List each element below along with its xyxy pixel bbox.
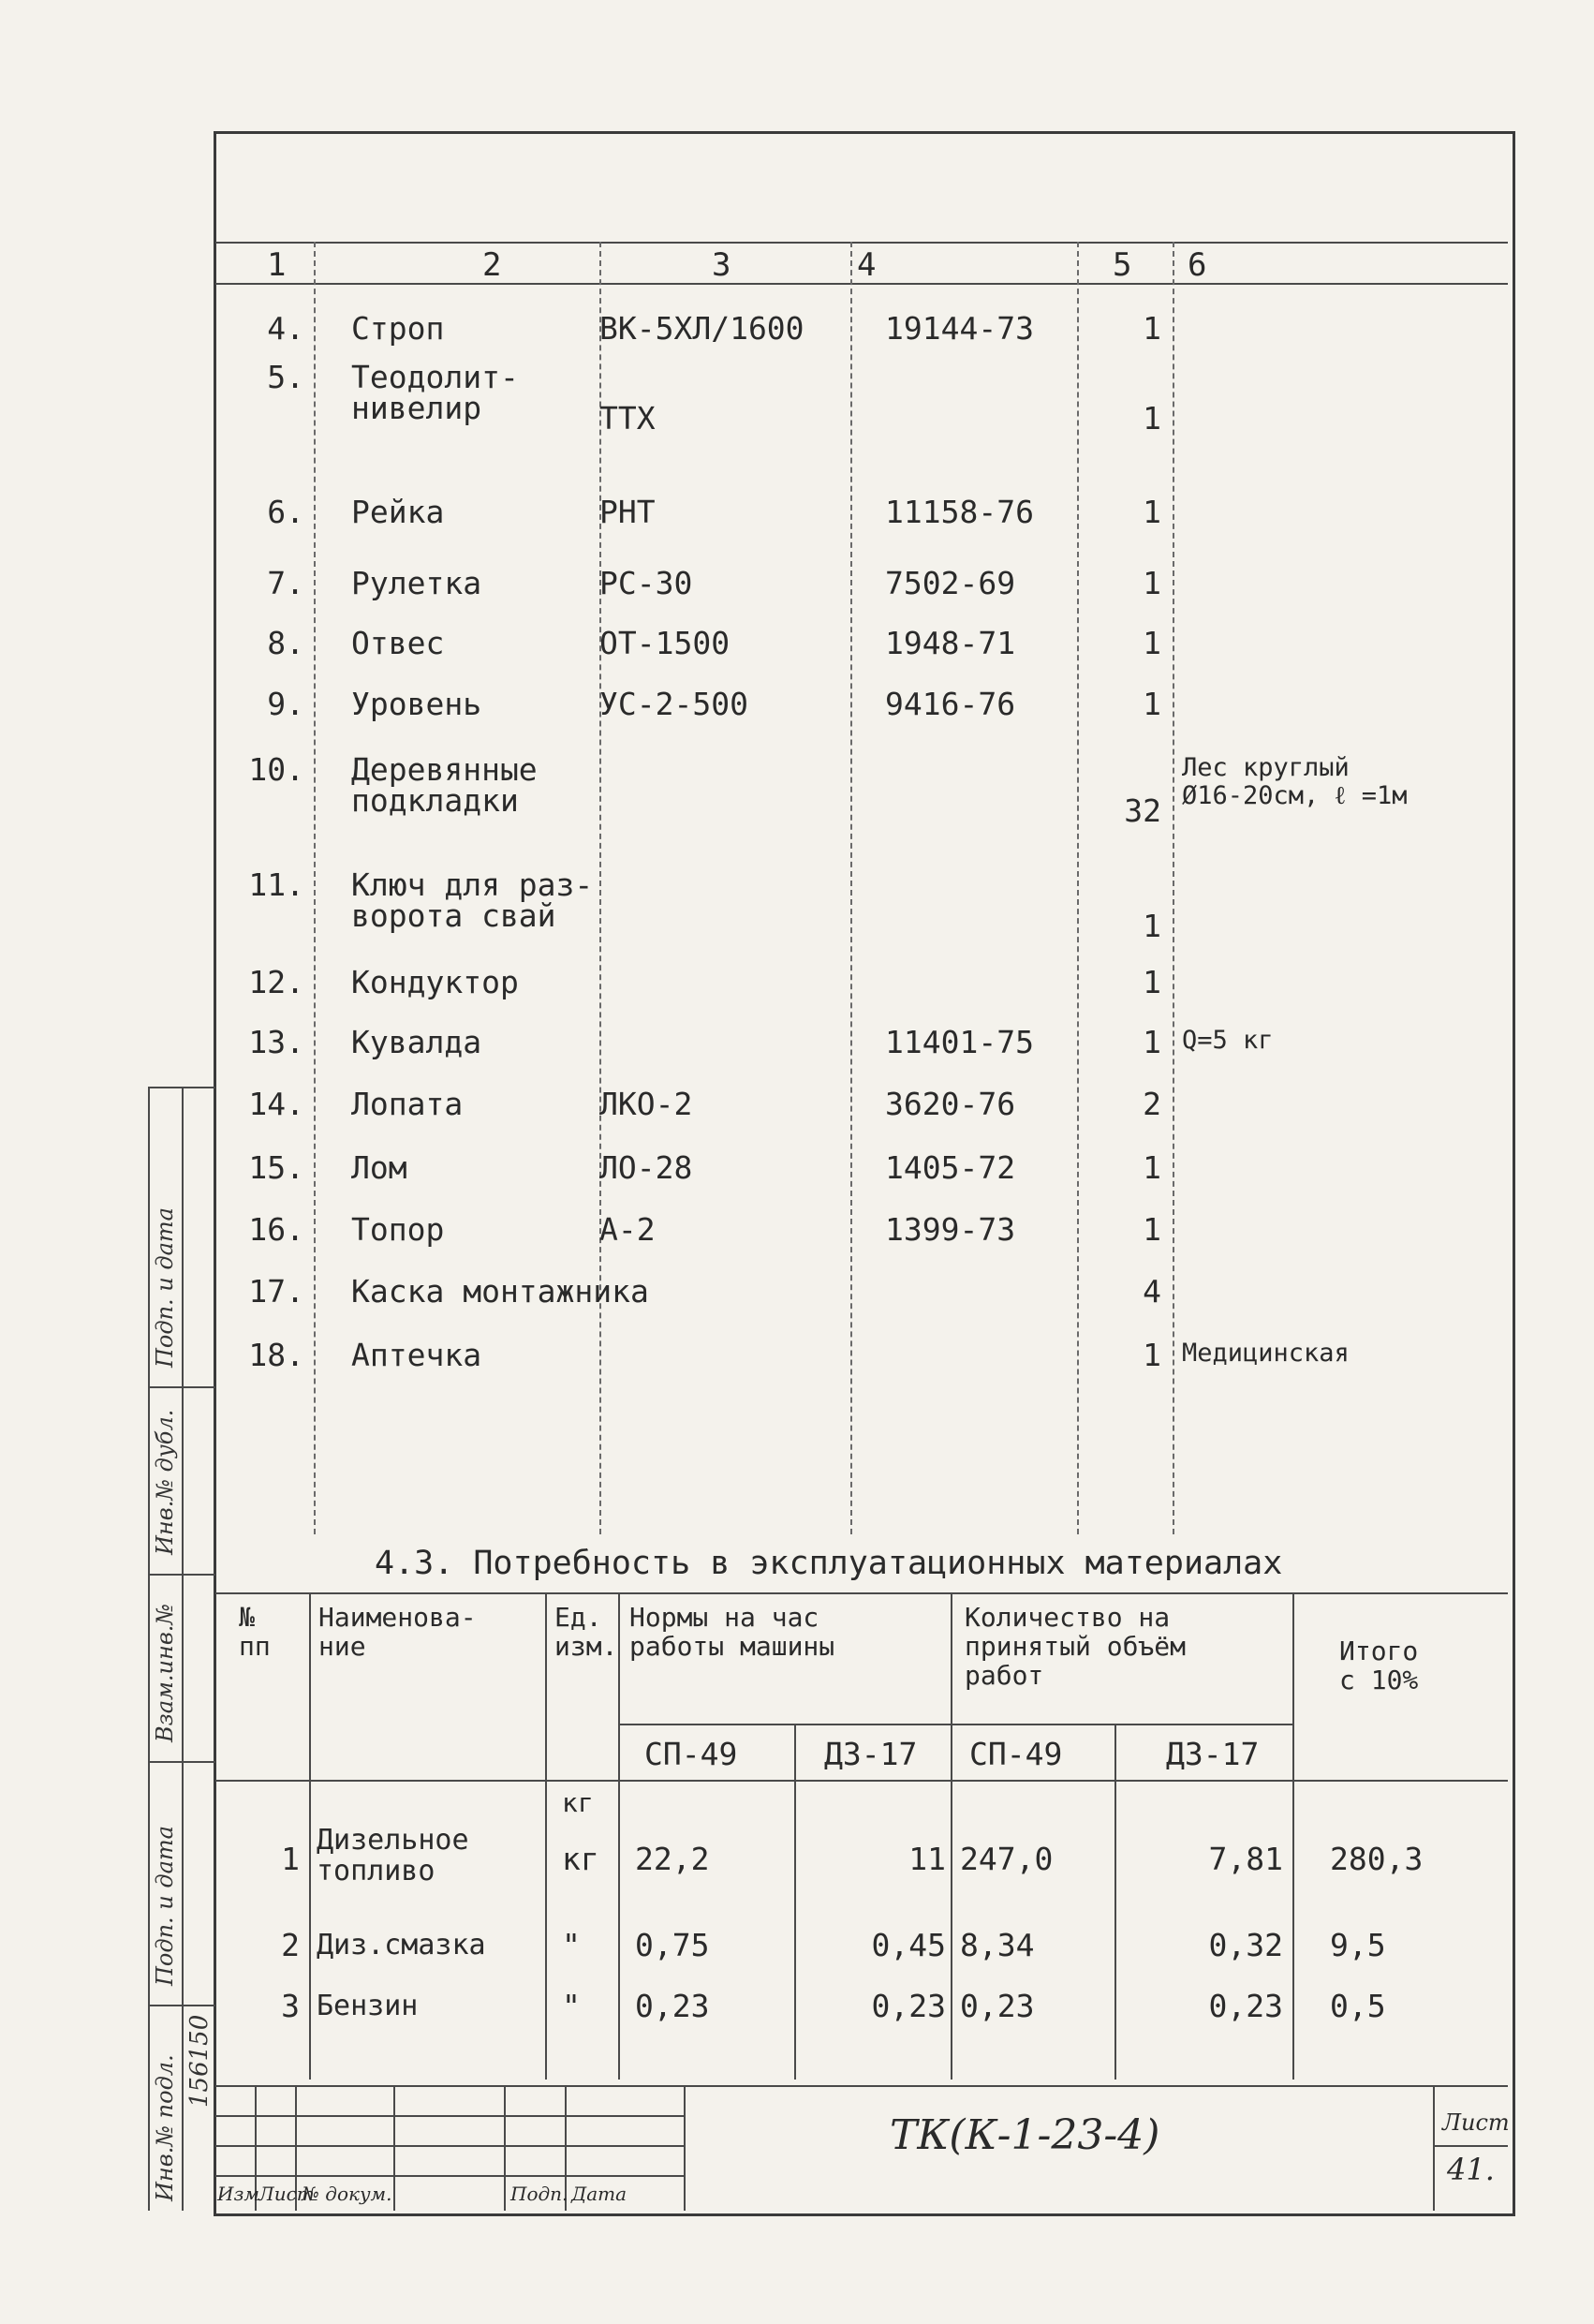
row-name: Деревянные подкладки <box>351 751 538 819</box>
stamp-row-line-1 <box>215 2115 684 2117</box>
mat-row-total: 280,3 <box>1330 1841 1424 1877</box>
row-number: 8. <box>267 625 304 661</box>
mat-row-unit: кг <box>562 1841 599 1877</box>
row-type: ЛКО-2 <box>599 1086 693 1122</box>
row-name: Лопата <box>351 1086 464 1122</box>
side-divider-4 <box>148 1761 215 1763</box>
row-number: 16. <box>248 1211 304 1248</box>
stamp-col-4 <box>504 2085 506 2211</box>
mat-header-total: Итого с 10% <box>1339 1636 1419 1695</box>
row-gost: 1948-71 <box>885 625 1016 661</box>
mat-row-unit: " <box>562 1927 581 1963</box>
row-name: Аптечка <box>351 1337 482 1373</box>
col-sep-4 <box>1077 242 1079 1534</box>
side-field-dup-inv: Инв.№ дубл. <box>152 1409 178 1555</box>
row-qty: 1 <box>1143 565 1161 601</box>
stamp-row-line-2 <box>215 2145 684 2147</box>
mat-sub-sp49-norm: СП-49 <box>644 1736 738 1772</box>
col-sep-1 <box>314 242 316 1534</box>
mat-row-number: 3 <box>281 1988 300 2024</box>
stamp-label-list: Лист <box>258 2183 315 2205</box>
materials-header-bottom <box>215 1780 1508 1782</box>
side-strip-outer <box>148 1087 150 2211</box>
mat-row-norm-dz17: 0,45 <box>871 1927 946 1963</box>
row-qty: 1 <box>1143 625 1161 661</box>
row-type: ЛО-28 <box>599 1149 693 1186</box>
row-qty: 1 <box>1143 400 1161 437</box>
stamp-top-line <box>215 2085 1508 2087</box>
mat-col-sep-5 <box>951 1592 952 2080</box>
mat-row-norm-dz17: 11 <box>908 1841 946 1877</box>
mat-col-sep-7 <box>1292 1592 1294 2080</box>
col-number-5: 5 <box>1113 246 1132 284</box>
mat-row-number: 2 <box>281 1927 300 1963</box>
stamp-label-doc: № докум. <box>302 2183 392 2205</box>
mat-header-name: Наименова- ние <box>318 1602 477 1662</box>
stamp-col-7 <box>1433 2085 1435 2211</box>
col-sep-3 <box>850 242 852 1534</box>
row-gost: 3620-76 <box>885 1086 1016 1122</box>
mat-row-vol-sp49: 247,0 <box>960 1841 1054 1877</box>
stamp-code: ТК(К-1-23-4) <box>890 2111 1160 2159</box>
row-number: 7. <box>267 565 304 601</box>
row-gost: 19144-73 <box>885 310 1034 347</box>
mat-row-vol-dz17: 0,32 <box>1208 1927 1283 1963</box>
mat-col-sep-2 <box>545 1592 547 2080</box>
col-number-1: 1 <box>267 246 287 284</box>
row-note: Q=5 кг <box>1182 1026 1274 1055</box>
stamp-col-6 <box>684 2085 686 2211</box>
mat-row-name: Дизельное топливо <box>317 1824 469 1887</box>
row-name: Ключ для раз- ворота свай <box>351 866 594 934</box>
row-note: Лес круглый Ø16-20см, ℓ =1м <box>1182 753 1408 810</box>
mat-row-name: Диз.смазка <box>317 1929 486 1961</box>
mat-sub-dz17-vol: ДЗ-17 <box>1166 1736 1260 1772</box>
side-field-orig-inv: Инв.№ подл. <box>152 2054 178 2201</box>
row-type: РНТ <box>599 494 656 530</box>
side-field-sign-date-1: Подп. и дата <box>152 1207 178 1368</box>
row-qty: 1 <box>1143 1024 1161 1060</box>
mat-row-norm-dz17: 0,23 <box>871 1988 946 2024</box>
row-qty: 1 <box>1143 494 1161 530</box>
mat-header-volume: Количество на принятый объём работ <box>965 1602 1187 1691</box>
mat-header-num: № пп <box>239 1602 271 1662</box>
mat-row-norm-sp49: 0,75 <box>635 1927 710 1963</box>
row-note: Медицинская <box>1182 1339 1350 1368</box>
row-number: 13. <box>248 1024 304 1060</box>
page-frame <box>214 131 1515 2216</box>
table-top-line <box>215 242 1508 244</box>
row-number: 10. <box>248 751 304 788</box>
row-number: 6. <box>267 494 304 530</box>
row-type: ОТ-1500 <box>599 625 731 661</box>
mat-row-total: 9,5 <box>1330 1927 1386 1963</box>
mat-row-vol-dz17: 0,23 <box>1208 1988 1283 2024</box>
row-number: 12. <box>248 964 304 1000</box>
row-type: РС-30 <box>599 565 693 601</box>
row-name: Кондуктор <box>351 964 519 1000</box>
mat-row-name: Бензин <box>317 1990 419 2022</box>
stamp-sheet-label: Лист <box>1442 2109 1510 2136</box>
row-type: ВК-5ХЛ/1600 <box>599 310 804 347</box>
row-name: Каска монтажника <box>351 1273 649 1310</box>
stamp-sheet-line <box>1433 2145 1508 2147</box>
row-name: Лом <box>351 1149 407 1186</box>
row-number: 18. <box>248 1337 304 1373</box>
side-divider-3 <box>148 1574 215 1576</box>
mat-sub-sp49-vol: СП-49 <box>969 1736 1063 1772</box>
row-gost: 11401-75 <box>885 1024 1034 1060</box>
side-strip-inner <box>182 1087 184 2211</box>
row-qty: 2 <box>1143 1086 1161 1122</box>
mat-extra-unit: кг <box>562 1787 594 1818</box>
row-gost: 1399-73 <box>885 1211 1016 1248</box>
col-number-6: 6 <box>1188 246 1207 284</box>
row-type: УС-2-500 <box>599 686 748 722</box>
row-number: 14. <box>248 1086 304 1122</box>
row-qty: 1 <box>1143 310 1161 347</box>
stamp-col-3 <box>393 2085 395 2211</box>
row-gost: 1405-72 <box>885 1149 1016 1186</box>
row-number: 17. <box>248 1273 304 1310</box>
row-number: 4. <box>267 310 304 347</box>
col-number-2: 2 <box>482 246 502 284</box>
side-inv-number: 156150 <box>185 2014 214 2108</box>
row-qty: 1 <box>1143 908 1161 944</box>
stamp-label-sign: Подп. <box>510 2183 568 2205</box>
row-gost: 7502-69 <box>885 565 1016 601</box>
row-gost: 9416-76 <box>885 686 1016 722</box>
materials-top-line <box>215 1592 1508 1594</box>
row-type: А-2 <box>599 1211 656 1248</box>
side-field-replace-inv: Взам.инв.№ <box>152 1603 178 1742</box>
stamp-label-izm: Изм <box>217 2183 259 2205</box>
mat-row-vol-sp49: 0,23 <box>960 1988 1035 2024</box>
row-name: Теодолит- нивелир <box>351 359 519 426</box>
row-number: 15. <box>248 1149 304 1186</box>
row-name: Отвес <box>351 625 445 661</box>
row-type: ТТХ <box>599 400 656 437</box>
mat-sub-dz17-norm: ДЗ-17 <box>824 1736 918 1772</box>
side-divider-1 <box>148 1087 215 1088</box>
row-number: 5. <box>267 359 304 395</box>
mat-col-sep-6 <box>1114 1724 1116 2080</box>
col-number-4: 4 <box>857 246 877 284</box>
section-title: 4.3. Потребность в эксплуатационных материалах <box>375 1545 1283 1582</box>
row-qty: 32 <box>1124 792 1161 829</box>
row-qty: 1 <box>1143 1337 1161 1373</box>
mat-col-sep-4 <box>794 1724 796 2080</box>
row-name: Строп <box>351 310 445 347</box>
stamp-row-line-3 <box>215 2175 684 2177</box>
row-name: Топор <box>351 1211 445 1248</box>
materials-sub-line <box>618 1724 1292 1725</box>
mat-row-unit: " <box>562 1988 581 2024</box>
mat-header-norms: Нормы на час работы машины <box>629 1602 835 1662</box>
side-divider-2 <box>148 1386 215 1388</box>
row-qty: 4 <box>1143 1273 1161 1310</box>
row-qty: 1 <box>1143 964 1161 1000</box>
row-name: Кувалда <box>351 1024 482 1060</box>
side-field-sign-date-2: Подп. и дата <box>152 1826 178 1986</box>
row-number: 9. <box>267 686 304 722</box>
mat-row-number: 1 <box>281 1841 300 1877</box>
col-number-3: 3 <box>712 246 731 284</box>
mat-row-norm-sp49: 22,2 <box>635 1841 710 1877</box>
mat-header-unit: Ед. изм. <box>554 1602 618 1662</box>
stamp-label-date: Дата <box>571 2183 627 2205</box>
stamp-sheet-number: 41. <box>1447 2152 1495 2187</box>
col-sep-5 <box>1173 242 1174 1534</box>
row-number: 11. <box>248 866 304 903</box>
mat-row-vol-sp49: 8,34 <box>960 1927 1035 1963</box>
mat-row-norm-sp49: 0,23 <box>635 1988 710 2024</box>
row-qty: 1 <box>1143 1149 1161 1186</box>
row-name: Рулетка <box>351 565 482 601</box>
row-qty: 1 <box>1143 1211 1161 1248</box>
row-name: Уровень <box>351 686 482 722</box>
mat-col-sep-1 <box>309 1592 311 2080</box>
row-qty: 1 <box>1143 686 1161 722</box>
row-gost: 11158-76 <box>885 494 1034 530</box>
mat-row-total: 0,5 <box>1330 1988 1386 2024</box>
row-name: Рейка <box>351 494 445 530</box>
side-divider-5 <box>148 2005 215 2006</box>
mat-col-sep-3 <box>618 1592 620 2080</box>
mat-row-vol-dz17: 7,81 <box>1208 1841 1283 1877</box>
